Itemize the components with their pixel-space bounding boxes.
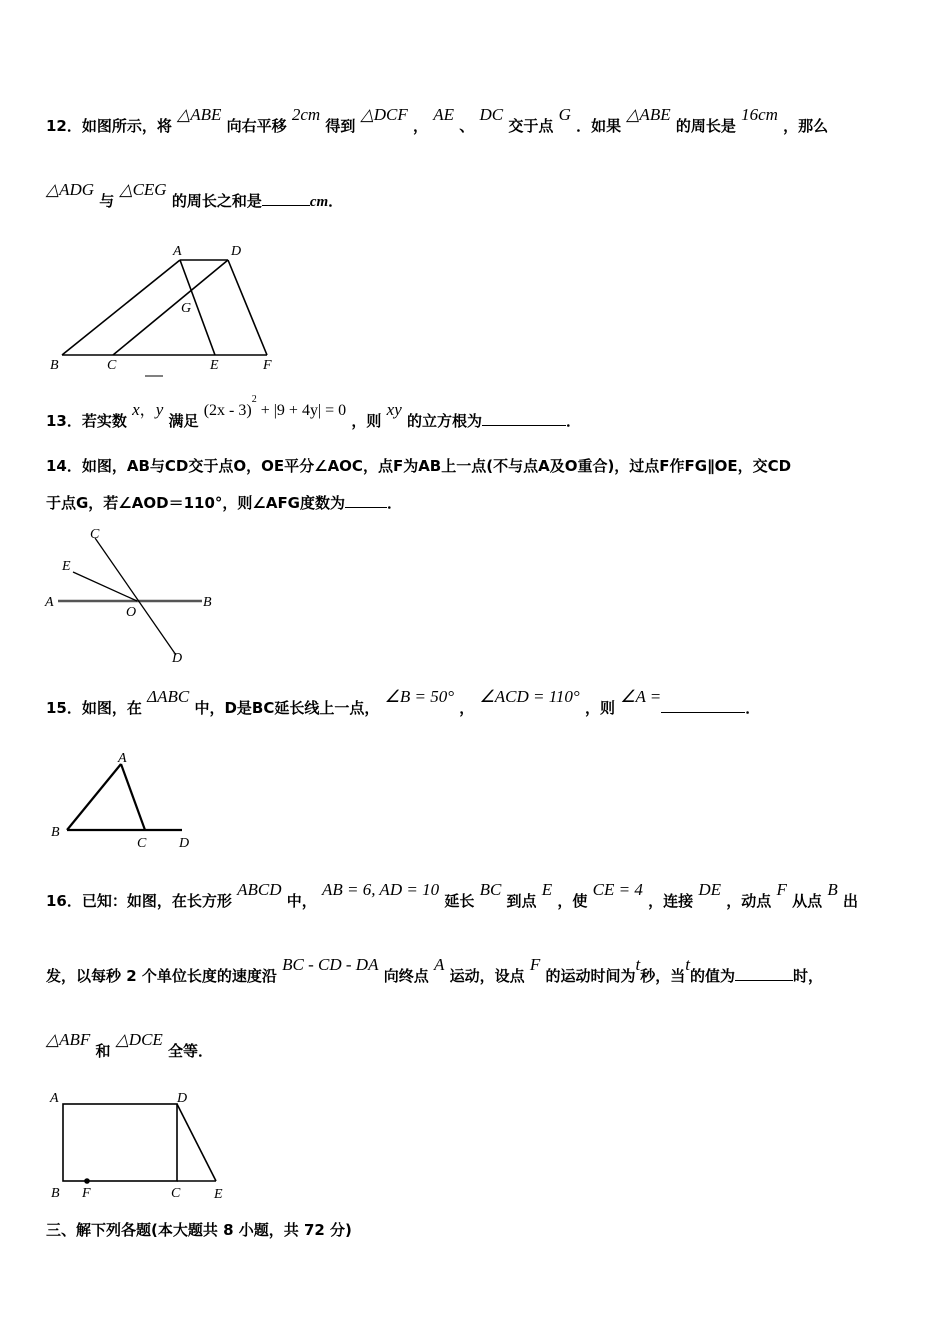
q15-line: 15．如图，在 ΔABC 中，D是BC延长线上一点， ∠B = 50° ， ∠ACD = 110° ，则 ∠A =．	[46, 687, 761, 717]
segment-AB	[62, 260, 180, 355]
label-F: F	[82, 1186, 91, 1201]
label-D: D	[179, 836, 190, 851]
label-F: F	[263, 358, 272, 373]
q16-diagram	[40, 1085, 240, 1205]
q14-line2: 于点G，若∠AOD＝110°，则∠AFG度数为 ．	[46, 494, 403, 512]
q16-line1: 16．已知：如图，在长方形 ABCD 中， AB = 6, AD = 10 延长 BC 到点 E ，使 CE = 4 ，连接 DE ，动点 F 从点 B 出	[46, 880, 859, 910]
segment-DF	[228, 260, 267, 355]
segment-AC	[121, 764, 145, 830]
label-B: B	[50, 358, 59, 373]
point-F	[84, 1178, 90, 1184]
line-CD	[95, 538, 176, 655]
rectangle-ABCD	[63, 1104, 177, 1181]
label-E: E	[214, 1187, 223, 1202]
segment-DE	[177, 1104, 216, 1181]
label-D: D	[172, 651, 183, 666]
label-E: E	[210, 358, 219, 373]
label-G: G	[181, 301, 192, 316]
q12-line2: △ADG 与 △CEG 的周长之和是 cm．	[46, 180, 344, 210]
answer-blank[interactable]	[661, 698, 745, 713]
label-C: C	[107, 358, 117, 373]
label-B: B	[51, 825, 60, 840]
label-C: C	[90, 527, 100, 542]
label-E: E	[62, 559, 71, 574]
label-B: B	[51, 1186, 60, 1201]
q12-diagram	[45, 238, 285, 383]
answer-blank[interactable]	[262, 191, 310, 206]
q13-line: 13．若实数 x，y 满足 (2x - 3)$^2$ + |9 + 4y| = 0 ，则 xy 的立方根为 ．	[46, 394, 582, 430]
label-O: O	[126, 605, 137, 620]
q14-diagram	[40, 520, 230, 670]
label-C: C	[171, 1186, 181, 1201]
ray-OE	[73, 572, 137, 601]
q15-diagram	[45, 748, 205, 853]
q14-line1: 14．如图，AB与CD交于点O，OE平分∠AOC，点F为AB上一点(不与点A及O重合)，过点F作FG∥OE，交CD	[46, 457, 792, 475]
label-D: D	[231, 244, 242, 259]
segment-CD	[113, 260, 228, 355]
q16-line3: △ABF 和 △DCE 全等．	[46, 1030, 214, 1060]
answer-blank[interactable]	[735, 966, 793, 981]
label-A: A	[45, 595, 54, 610]
label-D: D	[177, 1091, 188, 1106]
q12-line1: 12．如图所示，将 △ABE 向右平移 2cm 得到 △DCF ， AE 、 DC 交于点 G ．如果 △ABE 的周长是 16cm ，那么	[46, 105, 829, 135]
answer-blank[interactable]	[345, 493, 387, 508]
label-A: A	[118, 751, 127, 766]
label-C: C	[137, 836, 147, 851]
label-A: A	[173, 244, 182, 259]
answer-blank[interactable]	[482, 411, 566, 426]
section-title: 三、解下列各题(本大题共 8 小题，共 72 分)	[46, 1221, 352, 1239]
q16-line2: 发，以每秒 2 个单位长度的速度沿 BC - CD - DA 向终点 A 运动，设点 F 的运动时间为t秒，当t的值为 时，	[46, 955, 823, 985]
segment-AB	[67, 764, 121, 830]
label-B: B	[203, 595, 212, 610]
label-A: A	[50, 1091, 59, 1106]
